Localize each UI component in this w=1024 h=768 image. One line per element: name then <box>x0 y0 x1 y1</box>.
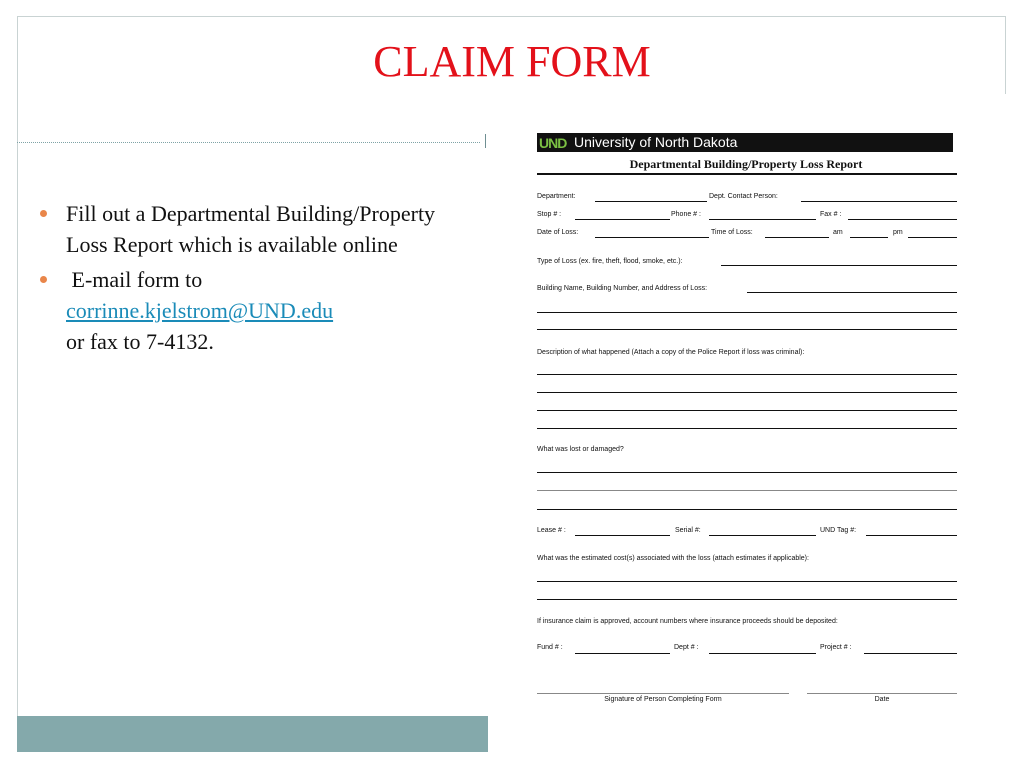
dept-contact-label: Dept. Contact Person: <box>709 193 778 200</box>
title-separator <box>17 142 480 143</box>
university-name: University of North Dakota <box>574 134 738 150</box>
signature-label: Signature of Person Completing Form <box>604 696 722 703</box>
date-line <box>807 693 957 694</box>
university-header-bar <box>537 133 953 152</box>
description-line <box>537 410 957 411</box>
estimated-cost-line <box>537 599 957 600</box>
bullet-item <box>40 264 460 357</box>
lease-line <box>575 535 670 536</box>
building-line <box>537 312 957 313</box>
heading-rule <box>537 173 957 175</box>
phone-line <box>709 219 816 220</box>
dept-number-label: Dept # : <box>674 644 699 651</box>
phone-label: Phone # : <box>671 211 701 218</box>
fax-line <box>848 219 957 220</box>
lost-damaged-line <box>537 490 957 491</box>
und-tag-label: UND Tag #: <box>820 527 857 534</box>
type-of-loss-label: Type of Loss (ex. fire, theft, flood, smoke, etc.): <box>537 258 683 265</box>
dept-number-line <box>709 653 816 654</box>
insurance-label: If insurance claim is approved, account numbers where insurance proceeds should be deposited: <box>537 618 838 625</box>
time-of-loss-line <box>765 237 829 238</box>
date-of-loss-line <box>595 237 709 238</box>
email-link[interactable]: corrinne.kjelstrom@UND.edu <box>66 298 334 323</box>
loss-report-form-image <box>528 126 964 716</box>
form-heading: Departmental Building/Property Loss Report <box>629 157 863 171</box>
time-of-loss-label: Time of Loss: <box>711 229 753 236</box>
project-line <box>864 653 957 654</box>
pm-line <box>908 237 957 238</box>
department-label: Department: <box>537 193 576 200</box>
und-tag-line <box>866 535 957 536</box>
department-line <box>595 201 707 202</box>
type-of-loss-line <box>721 265 957 266</box>
description-line <box>537 374 957 375</box>
building-line <box>747 292 957 293</box>
fax-label: Fax # : <box>820 211 842 218</box>
project-label: Project # : <box>820 644 852 651</box>
am-line <box>850 237 888 238</box>
fund-line <box>575 653 670 654</box>
bullet-list <box>40 198 460 361</box>
slide-frame-top <box>17 16 1006 17</box>
stop-label: Stop # : <box>537 211 562 218</box>
building-label: Building Name, Building Number, and Address of Loss: <box>537 285 708 292</box>
description-label: Description of what happened (Attach a copy of the Police Report if loss was criminal): <box>537 349 805 356</box>
lost-damaged-line <box>537 472 957 473</box>
serial-line <box>709 535 816 536</box>
pm-label: pm <box>893 229 903 236</box>
estimated-cost-label: What was the estimated cost(s) associated with the loss (attach estimates if applicable): <box>537 555 809 562</box>
building-line <box>537 329 957 330</box>
lost-damaged-line <box>537 509 957 510</box>
stop-line <box>575 219 670 220</box>
separator-tick <box>485 134 486 148</box>
date-label: Date <box>874 696 890 703</box>
und-logo: UND <box>539 135 567 151</box>
serial-label: Serial #: <box>675 527 701 534</box>
bullet-text-suffix: or fax to 7-4132. <box>66 329 214 354</box>
bullet-text: Fill out a Departmental Building/Property Loss Report which is available online <box>66 201 436 257</box>
slide-frame-left <box>17 16 18 752</box>
bullet-dot-icon <box>40 210 47 217</box>
description-line <box>537 428 957 429</box>
date-of-loss-label: Date of Loss: <box>537 229 579 236</box>
lost-damaged-label: What was lost or damaged? <box>537 446 624 453</box>
am-label: am <box>833 229 843 236</box>
footer-band <box>17 716 488 752</box>
bullet-dot-icon <box>40 276 47 283</box>
description-line <box>537 392 957 393</box>
dept-contact-line <box>801 201 957 202</box>
signature-line <box>537 693 789 694</box>
slide-title: CLAIM FORM <box>373 37 651 86</box>
estimated-cost-line <box>537 581 957 582</box>
fund-label: Fund # : <box>537 644 563 651</box>
bullet-text-prefix: E-mail form to <box>66 267 208 292</box>
bullet-item <box>40 198 460 260</box>
lease-label: Lease # : <box>537 527 566 534</box>
